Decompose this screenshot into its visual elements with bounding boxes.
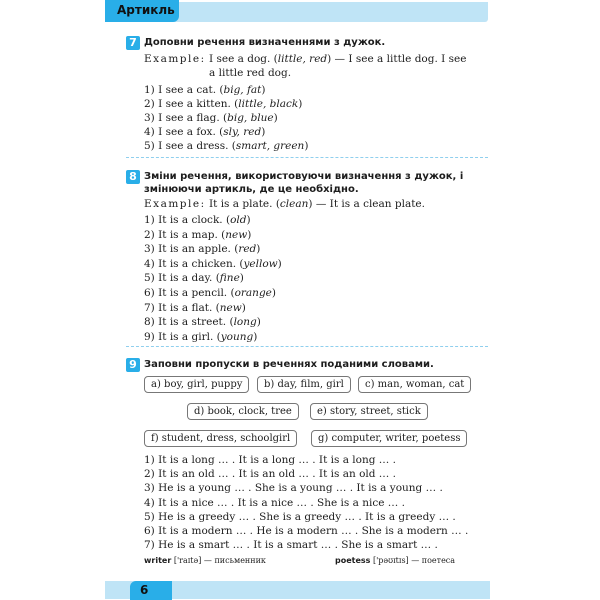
item-text: 4) I see a fox. ( bbox=[144, 126, 224, 138]
vocab-word: poetess bbox=[335, 556, 371, 565]
item-text: 6) It is a pencil. ( bbox=[144, 287, 235, 299]
item-text-end: ) bbox=[239, 272, 244, 285]
exercise-item bbox=[144, 258, 282, 271]
item-hint: long bbox=[233, 316, 257, 329]
item-hint: new bbox=[219, 301, 242, 314]
task-number-badge: 7 bbox=[126, 36, 140, 50]
vocab-transcription: ['raɪtə] bbox=[173, 556, 202, 565]
exercise-item: 6) It is a modern … . He is a modern … . She is a modern … . bbox=[144, 525, 469, 537]
item-text-end: ) bbox=[247, 228, 252, 241]
item-text-end: ) bbox=[241, 301, 246, 314]
item-text-end: ) bbox=[271, 287, 276, 299]
item-hint: sly, red bbox=[223, 126, 262, 138]
example-line bbox=[144, 198, 425, 211]
exercise-item bbox=[144, 112, 278, 125]
item-hint: orange bbox=[234, 287, 272, 299]
item-text-end: ) bbox=[256, 243, 261, 256]
item-hint: fine bbox=[219, 272, 240, 285]
exercise-item bbox=[144, 272, 244, 285]
vocab-translation: — поетеса bbox=[411, 556, 456, 565]
task-number-badge: 8 bbox=[126, 170, 140, 184]
item-text: 2) It is a map. ( bbox=[144, 228, 226, 241]
item-hint: red bbox=[238, 243, 257, 256]
item-text-end: ) bbox=[304, 140, 309, 152]
word-box-e: e) story, street, stick bbox=[310, 403, 428, 420]
item-text-end: ) bbox=[253, 330, 258, 343]
word-box-g: g) computer, writer, poetess bbox=[311, 430, 467, 447]
vocab-word: writer bbox=[144, 556, 172, 565]
item-text-end: ) bbox=[277, 257, 282, 270]
exercise-item bbox=[144, 214, 251, 227]
example-label: Example: bbox=[144, 198, 206, 210]
task-number-badge: 9 bbox=[126, 358, 140, 372]
word-box-c: c) man, woman, cat bbox=[358, 376, 471, 393]
footer-tab bbox=[130, 581, 172, 600]
exercise-item: 4) It is a nice … . It is a nice … . She is a nice … . bbox=[144, 496, 405, 509]
item-text-end: ) bbox=[298, 98, 303, 110]
divider bbox=[126, 346, 488, 347]
item-hint: big, fat bbox=[223, 84, 262, 96]
task-instruction: Доповни речення визначеннями з дужок. bbox=[144, 37, 386, 48]
exercise-item bbox=[144, 229, 251, 242]
section-title: Артикль bbox=[117, 3, 175, 17]
exercise-item bbox=[144, 126, 265, 139]
exercise-item: 7) He is a smart … . It is a smart … . She is a smart … . bbox=[144, 539, 438, 552]
example-text: ) — It is a clean plate. bbox=[308, 198, 425, 210]
vocab-entry-poetess bbox=[335, 556, 455, 565]
example-label: Example: bbox=[144, 53, 206, 65]
item-text: 7) It is a flat. ( bbox=[144, 301, 220, 314]
task-instruction: Зміни речення, використовуючи визначення з дужок, і змінюючи артикль, де це необхідно. bbox=[144, 171, 464, 195]
item-text: 1) It is a clock. ( bbox=[144, 214, 231, 226]
exercise-item bbox=[144, 331, 257, 344]
word-box-d: d) book, clock, tree bbox=[187, 403, 299, 420]
task-instruction: Заповни пропуски в реченнях поданими словами. bbox=[144, 359, 434, 370]
example-text: I see a dog. ( bbox=[208, 53, 278, 65]
exercise-item bbox=[144, 98, 302, 111]
vocab-entry-writer bbox=[144, 556, 266, 565]
example-text: It is a plate. ( bbox=[208, 198, 280, 210]
item-text: 9) It is a girl. ( bbox=[144, 330, 221, 343]
exercise-item: 1) It is a long … . It is a long … . It is a long … . bbox=[144, 454, 396, 466]
item-text: 8) It is a street. ( bbox=[144, 316, 234, 329]
example-hint: little, red bbox=[277, 53, 328, 65]
item-text-end: ) bbox=[261, 126, 266, 138]
exercise-item bbox=[144, 302, 246, 315]
example-text: ) — I see a little dog. I see bbox=[327, 53, 467, 65]
item-text: 3) It is an apple. ( bbox=[144, 243, 239, 256]
word-box-f: f) student, dress, schoolgirl bbox=[144, 430, 297, 447]
item-hint: young bbox=[220, 330, 254, 343]
exercise-item bbox=[144, 287, 276, 300]
item-hint: smart, green bbox=[235, 140, 305, 152]
item-text-end: ) bbox=[256, 316, 261, 329]
exercise-item: 5) He is a greedy … . She is a greedy … . It is a greedy … . bbox=[144, 510, 456, 523]
item-text-end: ) bbox=[261, 84, 266, 96]
vocab-transcription: ['pəʊɪtɪs] bbox=[372, 556, 409, 565]
page-header bbox=[0, 0, 600, 24]
item-hint: new bbox=[225, 228, 248, 241]
divider bbox=[126, 157, 488, 158]
exercise-item bbox=[144, 84, 265, 97]
exercise-item: 3) He is a young … . She is a young … . It is a young … . bbox=[144, 482, 443, 495]
exercise-item bbox=[144, 316, 261, 329]
exercise-item: 2) It is an old … . It is an old … . It is an old … . bbox=[144, 468, 396, 481]
item-text-end: ) bbox=[246, 214, 251, 226]
exercise-item bbox=[144, 140, 308, 153]
example-line bbox=[144, 53, 466, 66]
item-text-end: ) bbox=[273, 112, 278, 124]
item-text: 5) I see a dress. ( bbox=[144, 140, 236, 152]
word-box-b: b) day, film, girl bbox=[257, 376, 351, 393]
item-text: 3) I see a flag. ( bbox=[144, 112, 228, 124]
example-hint: clean bbox=[279, 198, 309, 210]
item-hint: yellow bbox=[243, 257, 278, 270]
item-hint: big, blue bbox=[227, 112, 274, 124]
page-number: 6 bbox=[140, 583, 149, 597]
item-text: 1) I see a cat. ( bbox=[144, 84, 224, 96]
vocab-translation: — письменник bbox=[203, 556, 266, 565]
item-text: 5) It is a day. ( bbox=[144, 272, 220, 285]
item-text: 4) It is a chicken. ( bbox=[144, 257, 244, 270]
item-hint: old bbox=[230, 214, 247, 226]
word-box-a: a) boy, girl, puppy bbox=[144, 376, 249, 393]
example-line-continued: a little red dog. bbox=[209, 67, 292, 79]
exercise-item bbox=[144, 243, 260, 256]
item-hint: little, black bbox=[238, 98, 299, 110]
item-text: 2) I see a kitten. ( bbox=[144, 98, 239, 110]
